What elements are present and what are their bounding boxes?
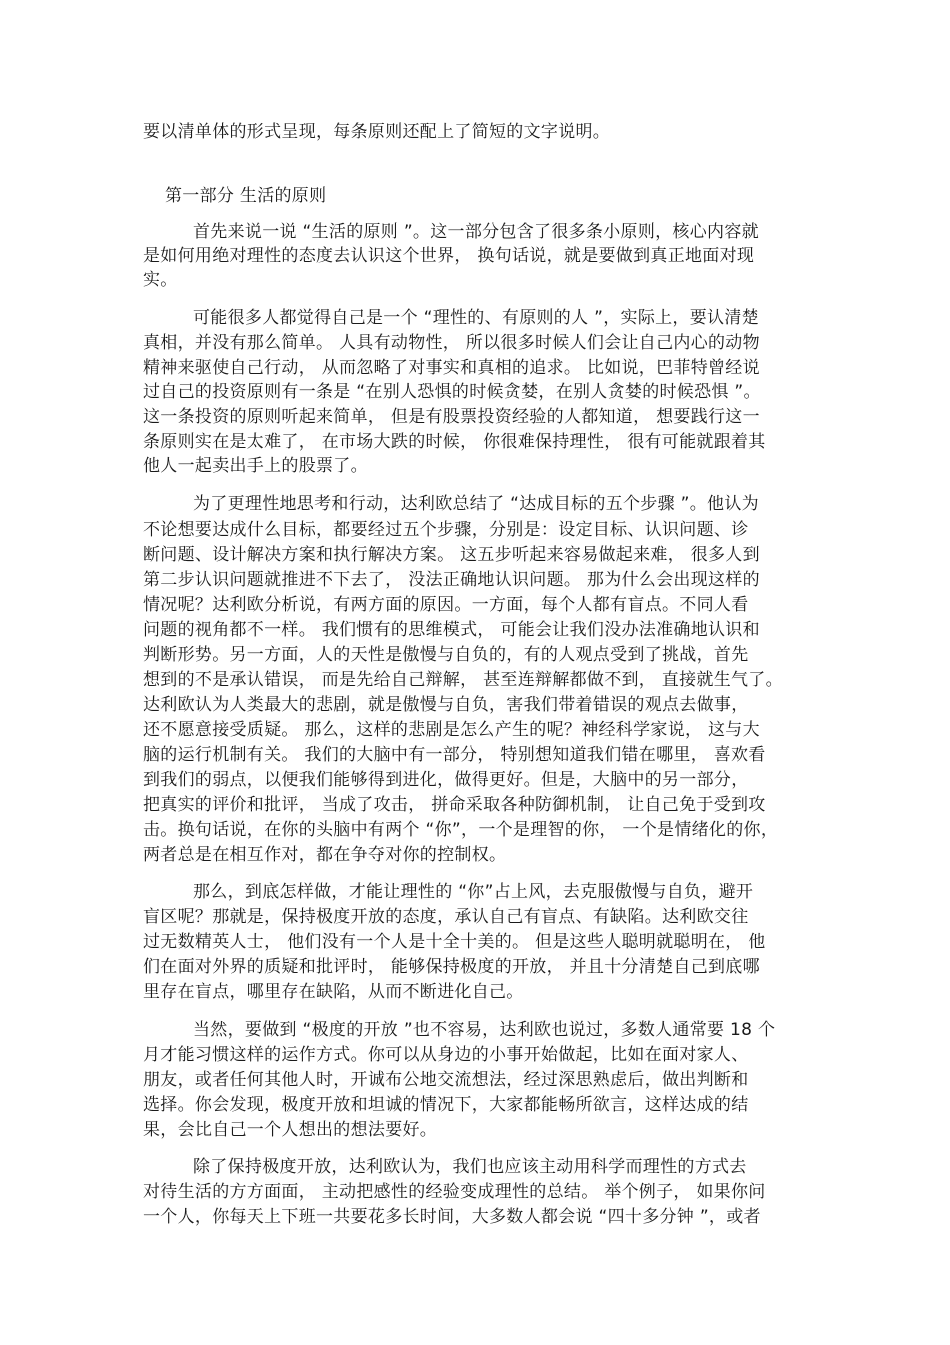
paragraph-1-line-2: 是如何用绝对理性的态度去认识这个世界， 换句话说，就是要做到真正地面对现 (143, 246, 755, 266)
paragraph-1-line-1: 首先来说一说 “生活的原则 ”。这一部分包含了很多条小原则，核心内容就 (193, 222, 759, 242)
paragraph-4-line-2: 盲区呢？那就是，保持极度开放的态度，承认自己有盲点、有缺陷。达利欧交往 (143, 907, 749, 927)
paragraph-3-line-4: 第二步认识问题就推进不下去了， 没法正确地认识问题。 那为什么会出现这样的 (143, 570, 760, 590)
paragraph-4-line-4: 们在面对外界的质疑和批评时， 能够保持极度的开放， 并且十分清楚自己到底哪 (143, 957, 760, 977)
paragraph-3-line-15: 两者总是在相互作对，都在争夺对你的控制权。 (143, 845, 507, 865)
paragraph-5-line-3: 朋友，或者任何其他人时，开诚布公地交流想法，经过深思熟虑后，做出判断和 (143, 1070, 749, 1090)
paragraph-1-line-3: 实。 (143, 270, 178, 290)
paragraph-3-line-5: 情况呢？达利欧分析说，有两方面的原因。一方面，每个人都有盲点。不同人看 (143, 595, 749, 615)
paragraph-3-line-2: 不论想要达成什么目标，都要经过五个步骤，分别是：设定目标、认识问题、诊 (143, 520, 749, 540)
paragraph-4-line-5: 里存在盲点，哪里存在缺陷，从而不断进化自己。 (143, 982, 524, 1002)
paragraph-3-line-3: 断问题、设计解决方案和执行解决方案。 这五步听起来容易做起来难， 很多人到 (143, 545, 760, 565)
paragraph-4-line-3: 过无数精英人士， 他们没有一个人是十全十美的。 但是这些人聪明就聪明在， 他 (143, 932, 766, 952)
paragraph-2-line-5: 这一条投资的原则听起来简单， 但是有股票投资经验的人都知道， 想要践行这一 (143, 407, 760, 427)
paragraph-2-line-4: 过自己的投资原则有一条是 “在别人恐惧的时候贪婪，在别人贪婪的时候恐惧 ”。 (143, 382, 761, 402)
paragraph-3-line-6: 问题的视角都不一样。 我们惯有的思维模式， 可能会让我们没办法准确地认识和 (143, 620, 760, 640)
paragraph-5-line-4: 选择。你会发现，极度开放和坦诚的情况下，大家都能畅所欲言，这样达成的结 (143, 1095, 749, 1115)
paragraph-3-line-8: 想到的不是承认错误， 而是先给自己辩解， 甚至连辩解都做不到， 直接就生气了。 (143, 670, 783, 690)
paragraph-3-line-14: 击。换句话说，在你的头脑中有两个 “你”，一个是理智的你， 一个是情绪化的你， (143, 820, 779, 840)
paragraph-3-line-11: 脑的运行机制有关。 我们的大脑中有一部分， 特别想知道我们错在哪里， 喜欢看 (143, 745, 766, 765)
paragraph-4-line-1: 那么，到底怎样做，才能让理性的 “你”占上风，去克服傲慢与自负，避开 (193, 882, 754, 902)
paragraph-3-line-1: 为了更理性地思考和行动，达利欧总结了 “达成目标的五个步骤 ”。他认为 (193, 494, 759, 514)
paragraph-3-line-13: 把真实的评价和批评， 当成了攻击， 拼命采取各种防御机制， 让自己免于受到攻 (143, 795, 766, 815)
paragraph-6-line-3: 一个人，你每天上下班一共要花多长时间，大多数人都会说 “四十多分钟 ”，或者 (143, 1207, 761, 1227)
paragraph-3-line-9: 达利欧认为人类最大的悲剧，就是傲慢与自负，害我们带着错误的观点去做事， (143, 695, 749, 715)
paragraph-6-line-1: 除了保持极度开放，达利欧认为，我们也应该主动用科学而理性的方式去 (193, 1157, 747, 1177)
paragraph-3-line-10: 还不愿意接受质疑。 那么，这样的悲剧是怎么产生的呢？神经科学家说， 这与大 (143, 720, 760, 740)
paragraph-5-line-2: 月才能习惯这样的运作方式。你可以从身边的小事开始做起，比如在面对家人、 (143, 1045, 749, 1065)
paragraph-6-line-2: 对待生活的方方面面， 主动把感性的经验变成理性的总结。 举个例子， 如果你问 (143, 1182, 766, 1202)
paragraph-5-line-5: 果，会比自己一个人想出的想法要好。 (143, 1120, 438, 1140)
paragraph-2-line-7: 他人一起卖出手上的股票了。 (143, 456, 368, 476)
paragraph-2-line-6: 条原则实在是太难了， 在市场大跌的时候， 你很难保持理性， 很有可能就跟着其 (143, 432, 766, 452)
paragraph-2-line-3: 精神来驱使自己行动， 从而忽略了对事实和真相的追求。 比如说，巴菲特曾经说 (143, 358, 760, 378)
paragraph-3-line-7: 判断形势。另一方面，人的天性是傲慢与自负的，有的人观点受到了挑战，首先 (143, 645, 749, 665)
section-heading: 第一部分 生活的原则 (165, 186, 327, 206)
paragraph-2-line-2: 真相，并没有那么简单。 人具有动物性， 所以很多时候人们会让自己内心的动物 (143, 333, 760, 353)
intro-text-line: 要以清单体的形式呈现，每条原则还配上了简短的文字说明。 (143, 122, 611, 142)
paragraph-3-line-12: 到我们的弱点，以便我们能够得到进化，做得更好。但是，大脑中的另一部分， (143, 770, 749, 790)
paragraph-2-line-1: 可能很多人都觉得自己是一个 “理性的、有原则的人 ”，实际上，要认清楚 (193, 308, 759, 328)
paragraph-5-line-1: 当然，要做到 “极度的开放 ”也不容易，达利欧也说过，多数人通常要 18 个 (193, 1020, 776, 1040)
